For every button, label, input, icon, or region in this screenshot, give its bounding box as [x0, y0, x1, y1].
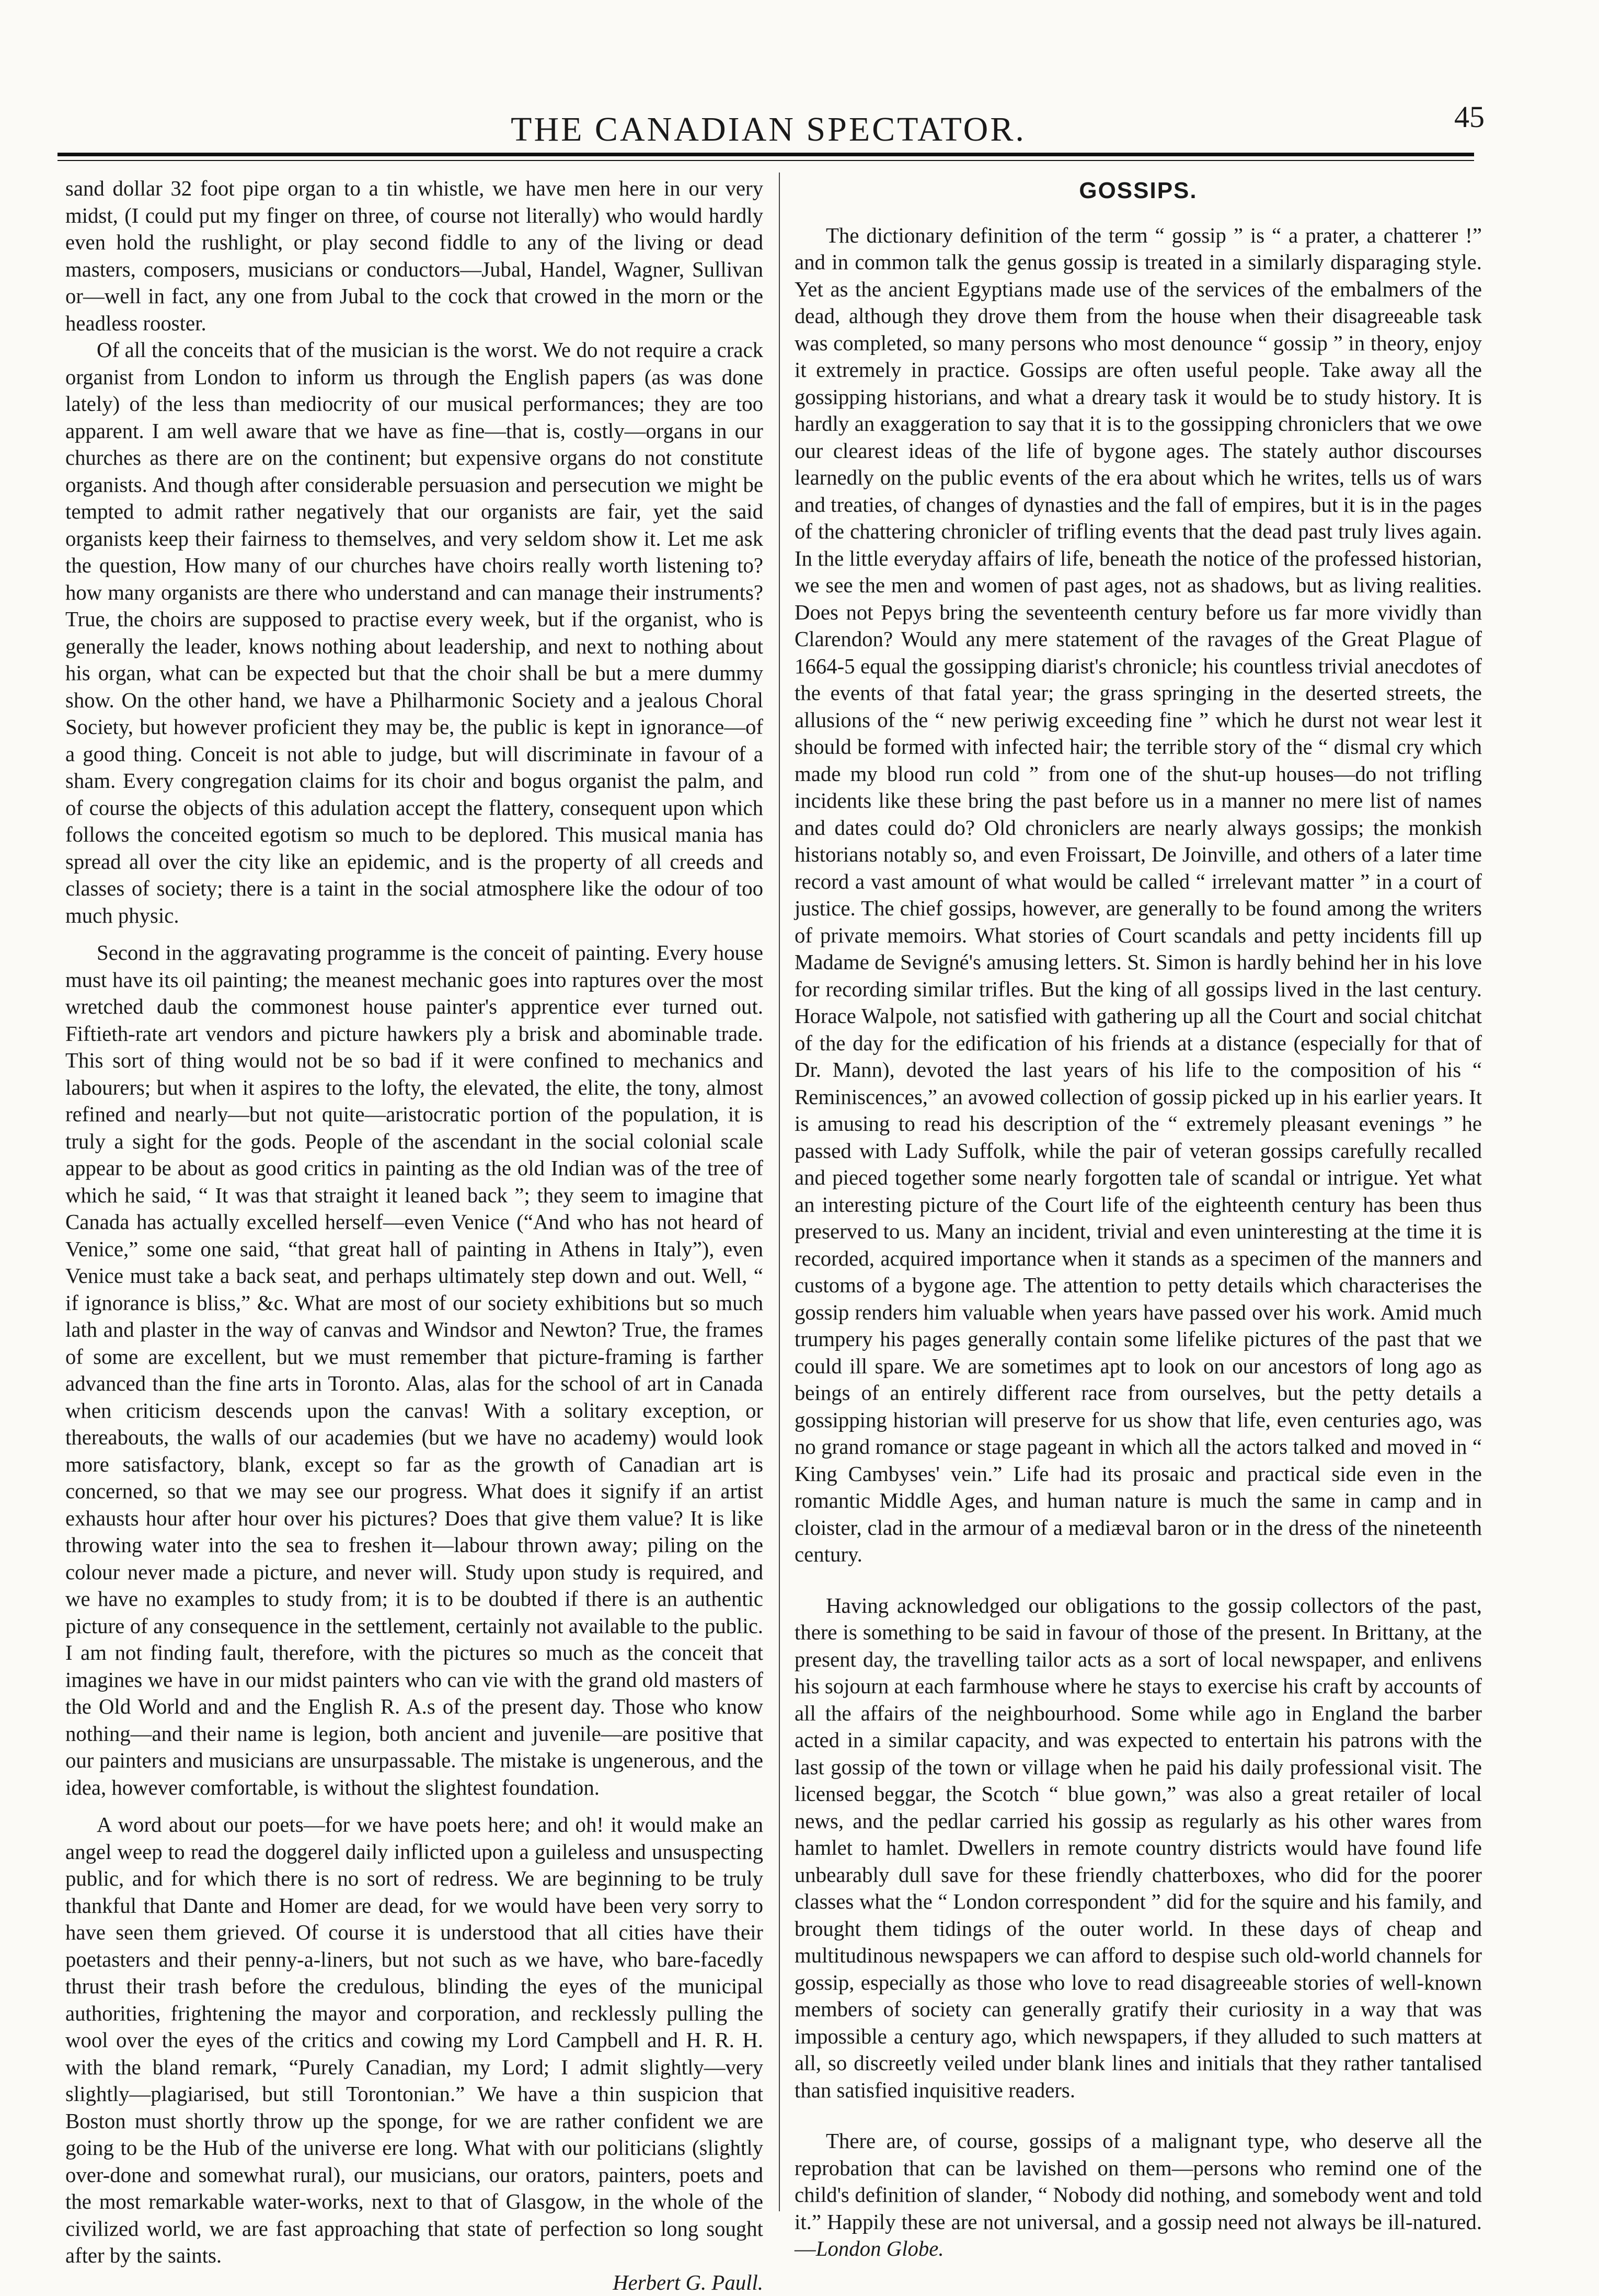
article-paragraph: [795, 2128, 1482, 2263]
article-paragraph: Second in the aggravating programme is the conceit of painting. Every house must have its oil painting; the meanest mechanic goes into raptures over the most wretched daub the commonest house painter's apprentice ever turned out. Fiftieth-rate art vendors and picture hawkers ply a brisk and abominable trade. This sort of thing would not be so bad if it were confined to mechanics and labourers; but when it aspires to the lofty, the elevated, the elite, the tony, almost refined and nearly—but not quite—aristocratic portion of the population, it is truly a sight for the gods. People of the ascendant in the social colonial scale appear to be about as good critics in painting as the old Indian was of the tree of which he said, “ It was that straight it leaned back ”; they seem to imagine that Canada has actually excelled herself—even Venice (“And who has not heard of Venice,” some one said, “that great hall of painting in Athens in Italy”), even Venice must take a back seat, and perhaps ultimately step down and out. Well, “ if ignorance is bliss,” &c. What are most of our society exhibitions but so much lath and plaster in the way of canvas and Windsor and Newton? True, the frames of some are excellent, but we must remember that picture-framing is farther advanced than the fine arts in Toronto. Alas, alas for the school of art in Canada when criticism descends upon the canvas! With a solitary exception, or thereabouts, the walls of our academies (but we have no academy) would look more satisfactory, blank, except so far as the growth of Canadian art is concerned, so that we may see our progress. What does it signify if an artist exhausts hour after hour over his pictures? Does that give them value? It is like throwing water into the sea to freshen it—labour thrown away; piling on the colour never made a picture, and never will. Study upon study is required, and we have no examples to study from; it is to be doubted if there is an authentic picture of any consequence in the settlement, certainly not available to the public. I am not finding fault, therefore, with the pictures so much as the conceit that imagines we have in our midst painters who can vie with the grand old masters of the Old World and and the English R. A.s of the present day. Those who know nothing—and their name is legion, both ancient and juvenile—are positive that our painters and musicians are unsurpassable. The mistake is ungenerous, and the idea, however comfortable, is without the slightest foundation.: [65, 939, 763, 1801]
author-signature: Herbert G. Paull.: [613, 2269, 763, 2296]
article-paragraph: The dictionary definition of the term “ gossip ” is “ a prater, a chatterer !” and in common talk the genus gossip is treated in a similarly disparaging style. Yet as the ancient Egyptians made use of the services of the embalmers of the dead, although they drove them from the house when their disagreeable task was completed, so many persons who most denounce “ gossip ” in theory, enjoy it extremely in practice. Gossips are often useful people. Take away all the gossipping historians, and what a dreary task it would be to study history. It is hardly an exaggeration to say that it is to the gossipping chroniclers that we owe our clearest ideas of the life of bygone ages. The stately author discourses learnedly on the public events of the era about which he writes, tells us of wars and treaties, of changes of dynasties and the fall of empires, but it is in the pages of the chattering chronicler of trifling events that the dead past truly lives again. In the little everyday affairs of life, beneath the notice of the professed historian, we see the men and women of past ages, not as shadows, but as living realities. Does not Pepys bring the seventeenth century before us far more vividly than Clarendon? Would any mere statement of the ravages of the Great Plague of 1664-5 equal the gossipping diarist's chronicle; his countless trivial anecdotes of the events of that fatal year; the grass springing in the deserted streets, the allusions of the “ new periwig exceeding fine ” which he durst not wear lest it should be formed with infected hair; the terrible story of the “ dismal cry which made my blood run cold ” from one of the shut-up houses—do not trifling incidents like these bring the past before us in a manner no mere list of names and dates could do? Old chroniclers are nearly always gossips; the monkish historians notably so, and even Froissart, De Joinville, and others of a later time record a vast amount of what would be called “ irrelevant matter ” in a court of justice. The chief gossips, however, are generally to be found among the writers of private memoirs. What stories of Court scandals and petty incidents fill up Madame de Sevigné's amusing letters. St. Simon is hardly behind her in his love for recording similar trifles. But the king of all gossips lived in the last century. Horace Walpole, not satisfied with gathering up all the Court and social chitchat of the day for the edification of his friends at a distance (especially for that of Dr. Mann), devoted the last years of his life to the composition of his “ Reminiscences,” an avowed collection of gossip picked up in his earlier years. It is amusing to read his description of the “ extremely pleasant evenings ” he passed with Lady Suffolk, while the pair of veteran gossips carefully recalled and pieced together some nearly forgotten tale of scandal or intrigue. Yet what an interesting picture of the Court life of the eighteenth century has been thus preserved to us. Many an incident, trivial and even uninteresting at the time it is recorded, acquired importance when it stands as a specimen of the manners and customs of a bygone age. The attention to petty details which characterises the gossip renders him valuable when years have passed over his work. Amid much trumpery his pages generally contain some lifelike pictures of the past that we could ill spare. We are sometimes apt to look on our ancestors of long ago as beings of an entirely different race from ourselves, but the petty details a gossipping historian will preserve for us show that life, even centuries ago, was no grand romance or stage pageant in which all the actors talked and moved in “ King Cambyses' vein.” Life had its prosaic and practical side even in the romantic Middle Ages, and human nature is much the same in camp and in cloister, clad in the armour of a mediæval baron or in the dress of the nineteenth century.: [795, 222, 1482, 1568]
left-column: [65, 175, 763, 2296]
signature-line: [65, 2269, 763, 2296]
masthead: THE CANADIAN SPECTATOR.: [57, 110, 1479, 150]
source-credit: London Globe.: [816, 2237, 944, 2260]
closing-paragraph-text: There are, of course, gossips of a malignant type, who deserve all the reprobation that can be lavished on them—persons who remind one of the child's definition of slander, “ Nobody did nothing, and somebody went and told it.” Happily these are not universal, and a gossip need not always be ill-natured.—: [795, 2129, 1482, 2260]
article-paragraph: Of all the conceits that of the musician is the worst. We do not require a crack organist from London to inform us through the English papers (as was done lately) of the less than mediocrity of our musical performances; they are too apparent. I am well aware that we have as fine—that is, costly—organs in our churches as there are on the continent; but expensive organs do not constitute organists. And though after considerable persuasion and persecution we might be tempted to admit rather negatively that our organists are fair, yet the said organists keep their fairness to themselves, and very seldom show it. Let me ask the question, How many of our churches have choirs really worth listening to? how many organists are there who understand and can manage their instruments? True, the choirs are supposed to practise every week, but if the organist, who is generally the leader, knows nothing about leadership, and next to nothing about his organ, what can be expected but that the choir shall be but a mere dummy show. On the other hand, we have a Philharmonic Society and a jealous Choral Society, but however proficient they may be, the public is kept in ignorance—of a good thing. Conceit is not able to judge, but will discriminate in favour of a sham. Every congregation claims for its choir and bogus organist the palm, and of course the objects of this adulation accept the flattery, consequent upon which follows the conceited egotism so much to be deplored. This musical mania has spread all over the city like an epidemic, and is the property of all creeds and classes of society; there is a taint in the social atmosphere like the odour of too much physic.: [65, 337, 763, 929]
column-divider: [779, 173, 780, 2211]
header-rule-thick: [57, 153, 1474, 156]
article-title: GOSSIPS.: [795, 175, 1482, 204]
article-paragraph: A word about our poets—for we have poets here; and oh! it would make an angel weep to read the doggerel daily inflicted upon a guileless and unsuspecting public, and for which there is no sort of redress. We are beginning to be truly thankful that Dante and Homer are dead, for we would have been very sorry to have seen them grieved. Of course it is understood that all cities have their poetasters and their penny-a-liners, but not such as we have, who bare-facedly thrust their trash before the credulous, blinding the eyes of the municipal authorities, frightening the mayor and corporation, and recklessly pulling the wool over the eyes of the critics and cowing my Lord Campbell and H. R. H. with the bland remark, “Purely Canadian, my Lord; I admit slightly—very slightly—plagiarised, but still Torontonian.” We have a thin suspicion that Boston must shortly throw up the sponge, for we are rather confident we are going to be the Hub of the universe ere long. What with our politicians (slightly over-done and somewhat rural), our musicians, our orators, painters, poets and the most remarkable water-works, next to that of Glasgow, in the whole of the civilized world, we are fast approaching that state of perfection so long sought after by the saints.: [65, 1811, 763, 2269]
article-paragraph: sand dollar 32 foot pipe organ to a tin whistle, we have men here in our very midst, (I could put my finger on three, of course not literally) who would hardly even hold the rushlight, or play second fiddle to any of the living or dead masters, composers, musicians or conductors—Jubal, Handel, Wagner, Sullivan or—well in fact, any one from Jubal to the cock that crowed in the morn or the headless rooster.: [65, 175, 763, 337]
header-rule-thin: [57, 160, 1474, 161]
running-head: [57, 99, 1479, 152]
article-paragraph: Having acknowledged our obligations to the gossip collectors of the past, there is something to be said in favour of those of the present. In Brittany, at the present day, the travelling tailor acts as a sort of local newspaper, and enlivens his sojourn at each farmhouse where he stays to exercise his craft by accounts of all the affairs of the neighbourhood. Some while ago in England the barber acted in a similar capacity, and was expected to entertain his patrons with the last gossip of the town or village when he paid his daily professional visit. The licensed beggar, the Scotch “ blue gown,” was also a great retailer of local news, and the pedlar carried his gossip as regularly as his other wares from hamlet to hamlet. Dwellers in remote country districts would have found life unbearably dull save for these friendly chatterboxes, who did for the poorer classes what the “ London correspondent ” did for the squire and his family, and brought them tidings of the outer world. In these days of cheap and multitudinous newspapers we can afford to despise such old-world channels for gossip, especially as those who love to read disagreeable stories of well-known members of society can generally gratify their curiosity in a way that was impossible a century ago, which newspapers, if they alluded to such matters at all, so discreetly veiled under blank lines and initials that they rather tantalised than satisfied inquisitive readers.: [795, 1592, 1482, 2104]
right-column: [795, 175, 1482, 2263]
page-number: 45: [1454, 99, 1485, 134]
